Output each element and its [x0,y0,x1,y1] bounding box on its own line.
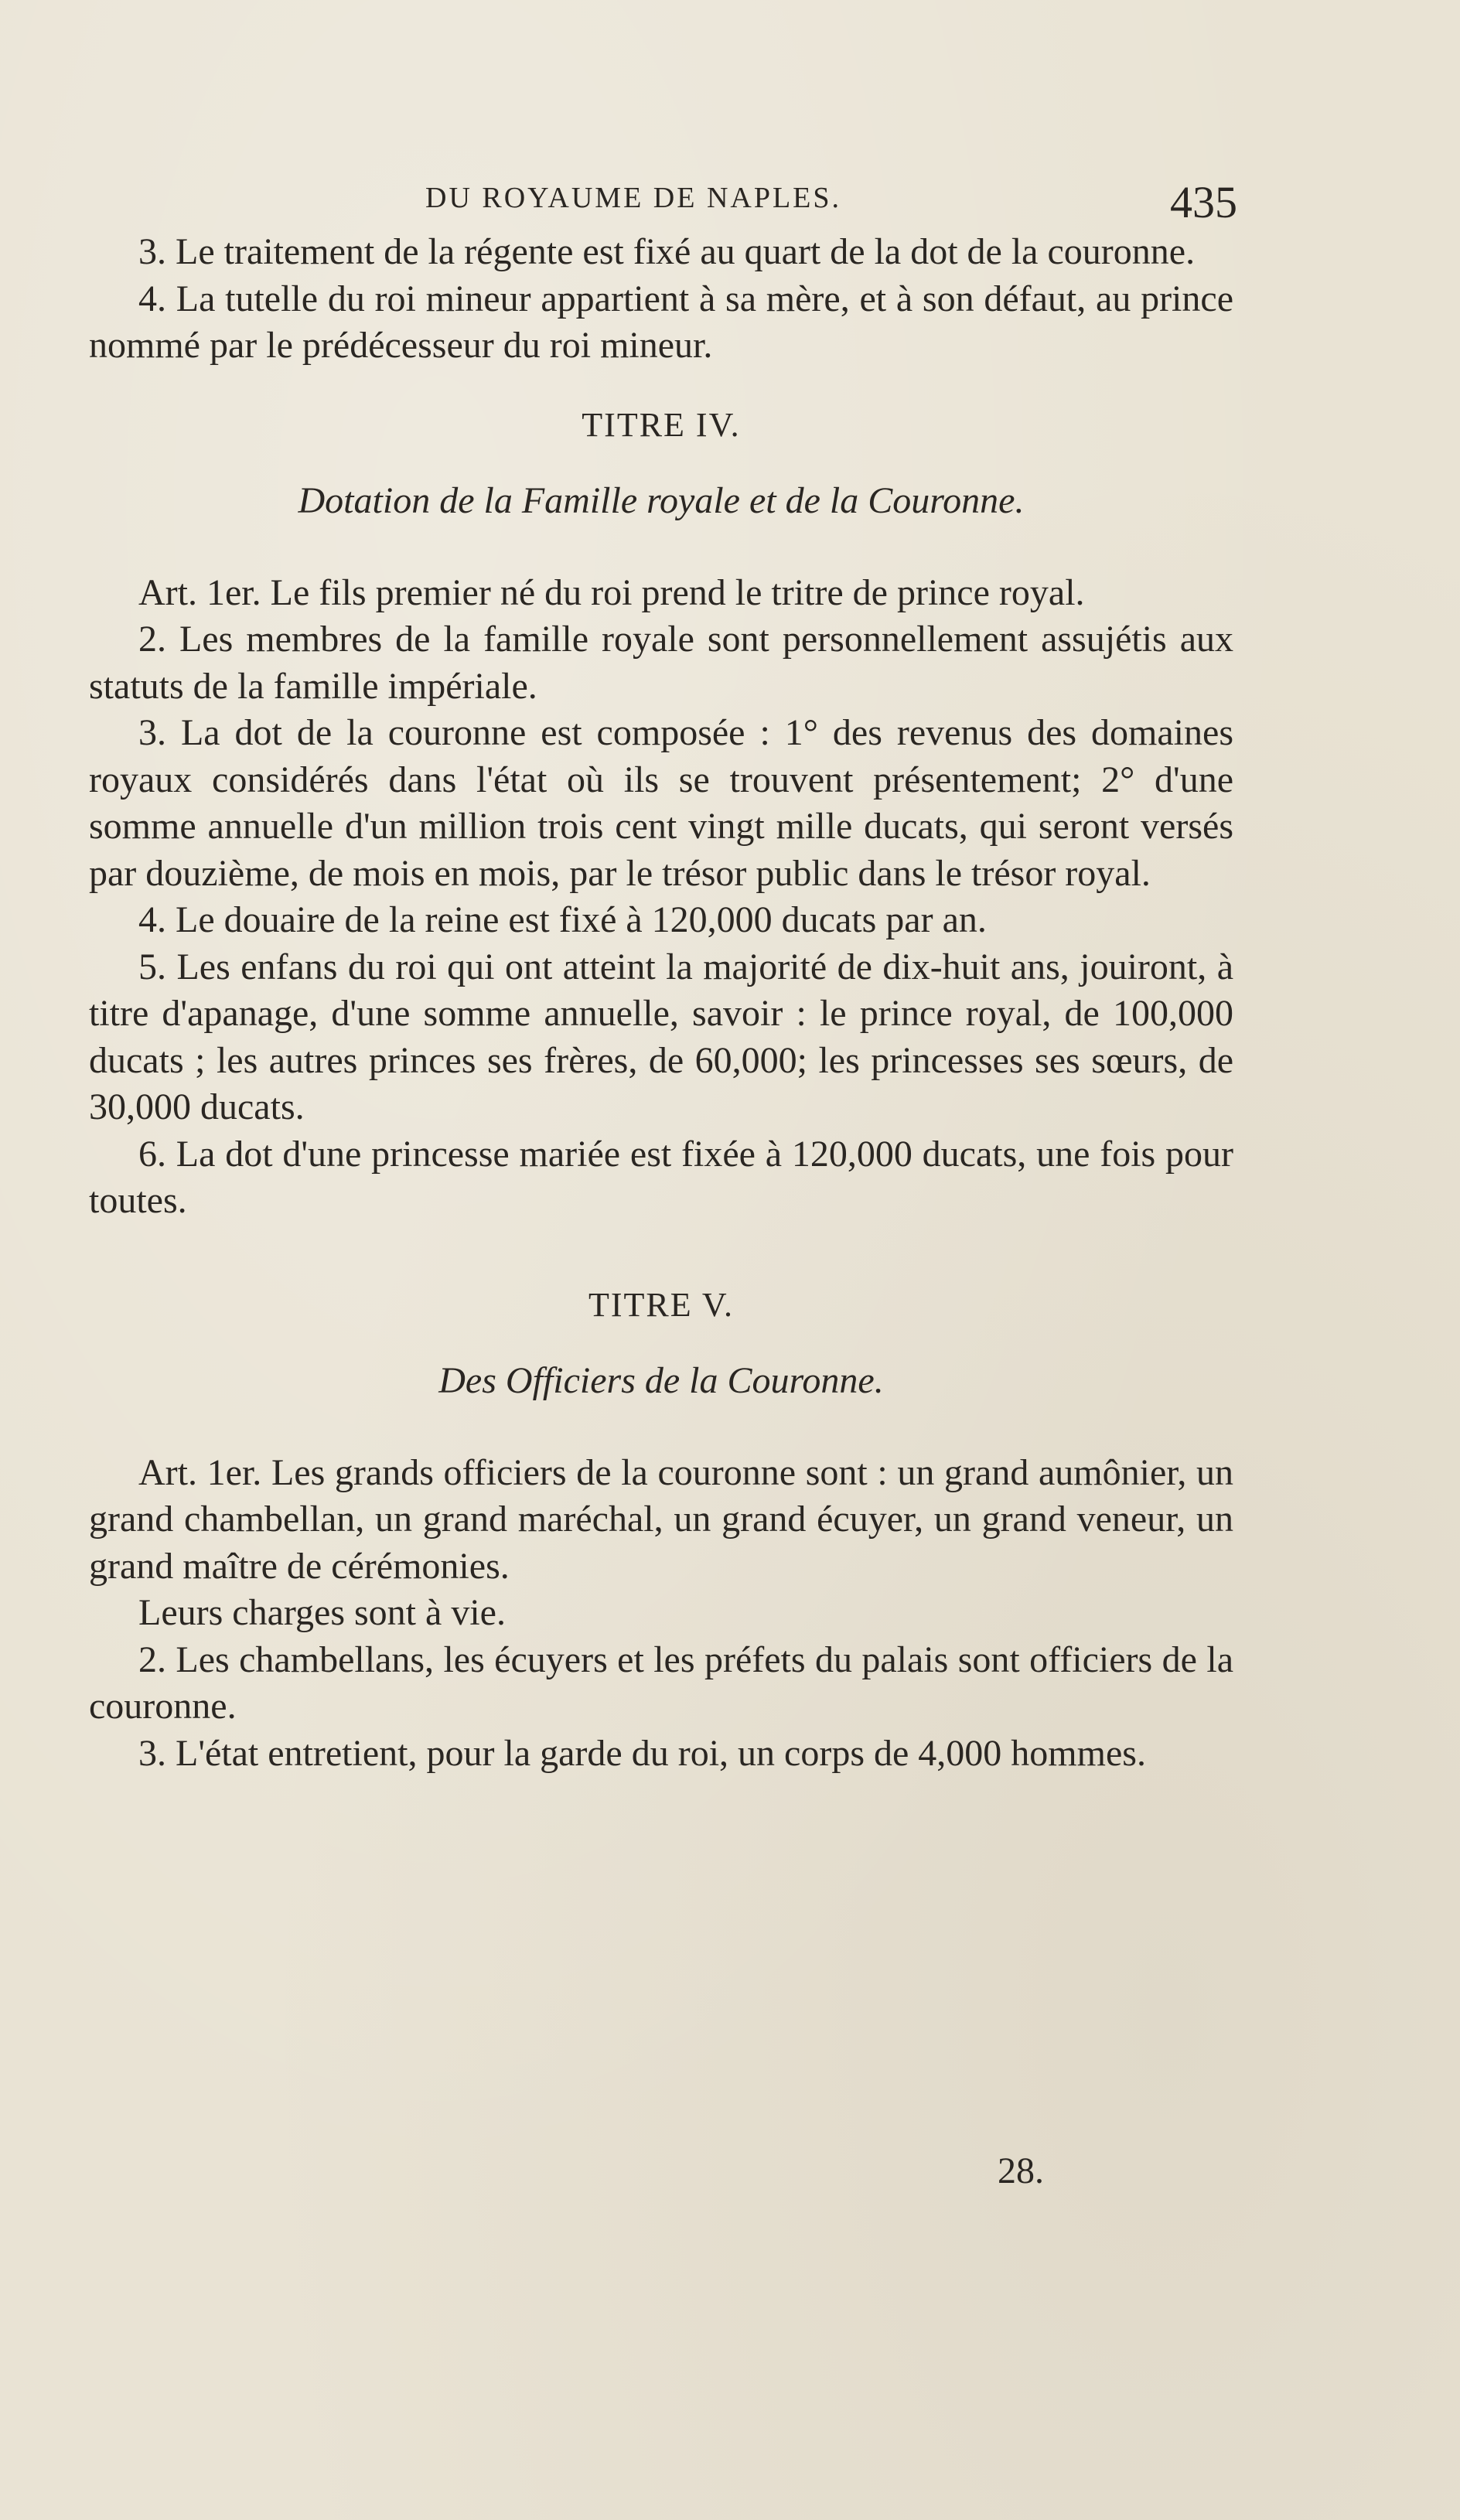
article-paragraph: 3. La dot de la couronne est composée : 1° des revenus des domaines royaux considérés dans l'état où ils se trouvent présentement; 2° d'une somme annuelle d'un million trois cent vingt mille ducats, qui seront versés par douzième, de mois en mois, par le trésor public dans le trésor royal. [89,712,1233,894]
section-subtitle: Dotation de la Famille royale et de la Couronne. [298,480,1025,521]
article-paragraph: Art. 1er. Le fils premier né du roi prend le tritre de prince royal. [138,571,1085,613]
article-paragraph: 3. L'état entretient, pour la garde du roi, un corps de 4,000 hommes. [138,1732,1146,1774]
page-body [89,229,1233,1777]
article-paragraph: 6. La dot d'une princesse mariée est fixée à 120,000 ducats, une fois pour toutes. [89,1133,1233,1221]
signature-mark: 28. [998,2150,1044,2191]
running-title: DU ROYAUME DE NAPLES. [425,182,842,214]
article-paragraph: 4. Le douaire de la reine est fixé à 120,000 ducats par an. [138,899,987,940]
article-paragraph: 5. Les enfans du roi qui ont atteint la majorité de dix-huit ans, jouiront, à titre d'apanage, d'une somme annuelle, savoir : le prince royal, de 100,000 ducats ; les autres princes ses frères, de 60,000; les princesses ses sœurs, de 30,000 ducats. [89,946,1233,1127]
paragraph: 3. Le traitement de la régente est fixé au quart de la dot de la couronne. [138,231,1196,272]
article-paragraph: 2. Les membres de la famille royale sont personnellement assujétis aux statuts de la famille impériale. [89,619,1233,707]
section-subtitle: Des Officiers de la Couronne. [438,1360,884,1401]
article-paragraph: Leurs charges sont à vie. [138,1592,506,1633]
page-number: 435 [1170,177,1237,227]
paragraph: 4. La tutelle du roi mineur appartient à sa mère, et à son défaut, au prince nommé par le prédécesseur du roi mineur. [89,278,1233,366]
section-heading: TITRE IV. [582,405,741,444]
article-paragraph: Art. 1er. Les grands officiers de la couronne sont : un grand aumônier, un grand chambellan, un grand maréchal, un grand écuyer, un grand veneur, un grand maître de cérémonies. [89,1451,1233,1587]
page-header [425,176,1237,230]
article-paragraph: 2. Les chambellans, les écuyers et les préfets du palais sont officiers de la couronne. [89,1639,1233,1727]
section-heading: TITRE V. [588,1285,734,1324]
